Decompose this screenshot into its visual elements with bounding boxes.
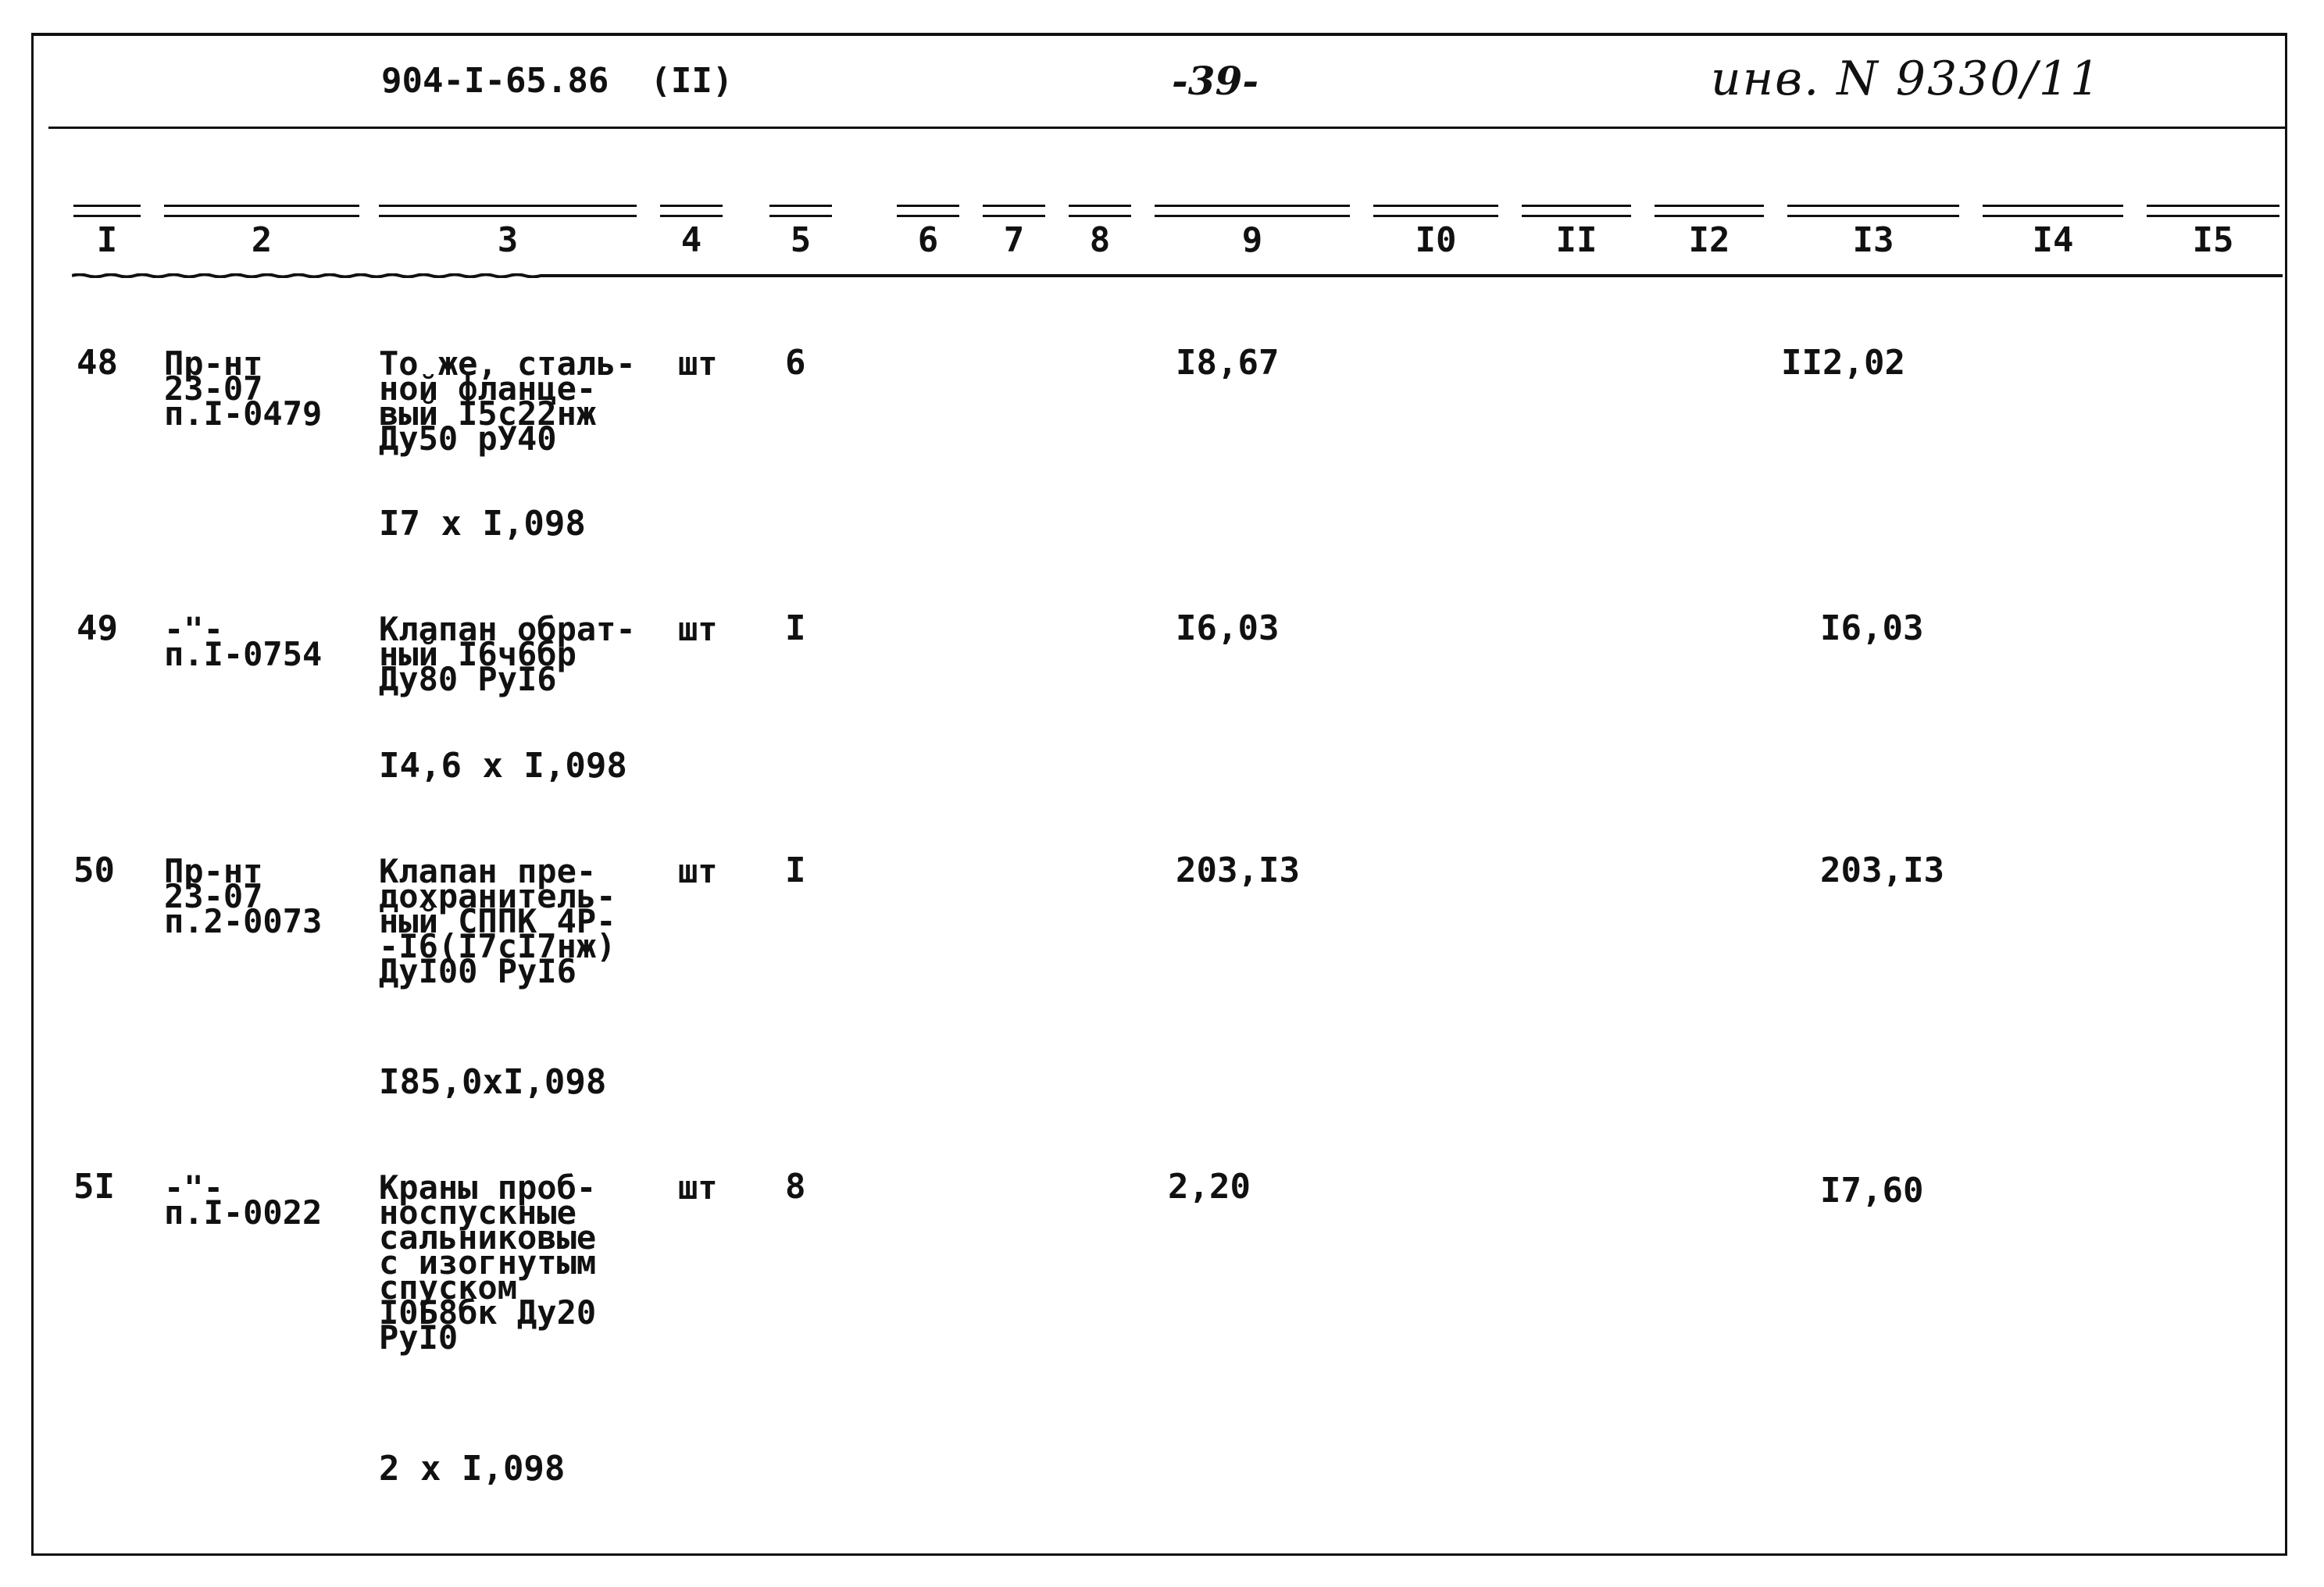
row-unit: шт: [678, 1168, 718, 1207]
column-number: I4: [2032, 220, 2074, 260]
column-number: 7: [1003, 220, 1025, 260]
column-rule: [1655, 205, 1764, 217]
row-calculation: I85,0xI,098: [379, 1062, 607, 1102]
column-rule: [1373, 205, 1498, 217]
row-number: 5I: [73, 1167, 115, 1207]
page-frame: [31, 33, 2287, 1556]
row-number: 50: [73, 851, 115, 890]
column-number: I2: [1688, 220, 1730, 260]
column-rule: [1787, 205, 1959, 217]
row-reference: Пр-нт 23-07 п.2-0073: [164, 852, 323, 940]
header-divider: [48, 127, 2287, 129]
row-unit-price: 203,I3: [1176, 851, 1300, 890]
column-rule: [1522, 205, 1631, 217]
column-number: 5: [790, 220, 812, 260]
column-rule: [379, 205, 637, 217]
column-number: 3: [497, 220, 519, 260]
row-unit-price: 2,20: [1168, 1167, 1251, 1207]
row-total: I6,03: [1820, 608, 1924, 648]
row-reference: -"- п.I-0754: [164, 610, 323, 673]
row-number: 49: [77, 608, 118, 648]
row-calculation: 2 x I,098: [379, 1449, 566, 1489]
row-description: Краны проб- носпускные сальниковые с изогнутым спуском I0Б8бк Ду20 РуI0: [379, 1168, 597, 1357]
column-rule: [73, 205, 141, 217]
row-unit: шт: [678, 610, 718, 648]
inventory-number: инв. N 9330/11: [1711, 52, 2102, 106]
row-unit-price: I6,03: [1176, 608, 1280, 648]
row-quantity: I: [785, 851, 806, 890]
column-header-underline: [72, 273, 2283, 278]
column-number: I0: [1415, 220, 1457, 260]
column-rule: [983, 205, 1045, 217]
row-description: Клапан обрат- ный I6ч6бр Ду80 РуI6: [379, 610, 636, 698]
row-description: То же, сталь- ной фланце- вый I5с22нж Ду50 рУ40: [379, 344, 636, 458]
column-rule: [660, 205, 723, 217]
column-rule: [769, 205, 832, 217]
column-number: 9: [1241, 220, 1263, 260]
page-number: -39-: [1172, 58, 1259, 104]
row-quantity: 8: [785, 1167, 806, 1207]
column-number: I5: [2192, 220, 2234, 260]
document-code: 904-I-65.86 (II): [381, 61, 734, 101]
row-quantity: I: [785, 608, 806, 648]
row-unit: шт: [678, 344, 718, 383]
column-number: 6: [917, 220, 939, 260]
column-rule: [897, 205, 959, 217]
column-rule: [164, 205, 359, 217]
column-number: II: [1555, 220, 1598, 260]
column-number: 4: [680, 220, 702, 260]
row-total: I7,60: [1820, 1171, 1924, 1211]
row-unit: шт: [678, 852, 718, 890]
column-number: 8: [1089, 220, 1111, 260]
column-rule: [1983, 205, 2123, 217]
row-quantity: 6: [785, 343, 806, 383]
row-number: 48: [77, 343, 118, 383]
column-rule: [1069, 205, 1131, 217]
column-number: 2: [251, 220, 273, 260]
row-total: 203,I3: [1820, 851, 1944, 890]
row-unit-price: I8,67: [1176, 343, 1280, 383]
row-total: II2,02: [1781, 343, 1905, 383]
column-rule: [2147, 205, 2279, 217]
column-number: I3: [1852, 220, 1894, 260]
row-calculation: I7 x I,098: [379, 504, 586, 544]
column-number: I: [96, 220, 118, 260]
row-reference: -"- п.I-0022: [164, 1168, 323, 1232]
row-reference: Пр-нт 23-07 п.I-0479: [164, 344, 323, 433]
row-description: Клапан пре- дохранитель- ный СППК 4Р- -I6(I7сI7нж) ДуI00 РуI6: [379, 852, 616, 990]
column-rule: [1155, 205, 1350, 217]
row-calculation: I4,6 x I,098: [379, 746, 627, 786]
